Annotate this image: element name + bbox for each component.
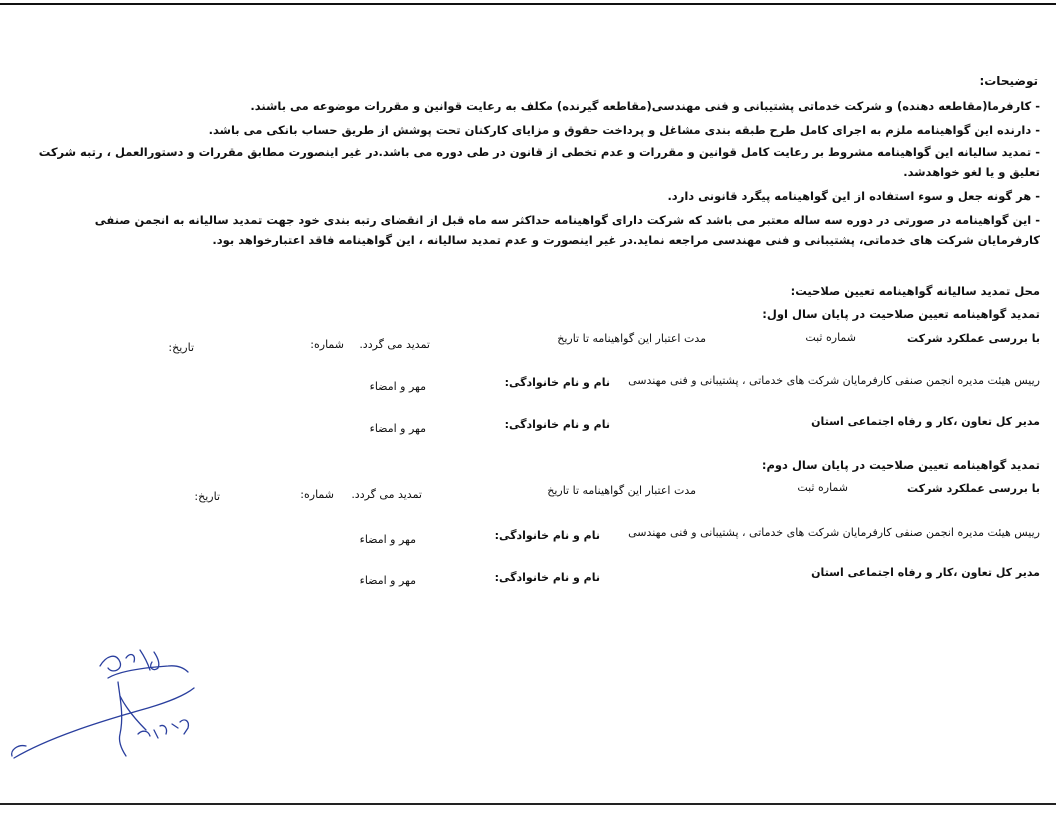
year2-director-seal-label: مهر و امضاء xyxy=(359,574,416,587)
year1-director-label: مدیر کل تعاون ،کار و رفاه اجتماعی استان xyxy=(811,415,1040,428)
year2-board-chair-label: رییس هیئت مدیره انجمن صنفی کارفرمایان شرکت های خدماتی ، پشتیبانی و فنی مهندسی xyxy=(628,526,1040,539)
note-item-5: - این گواهینامه در صورتی در دوره سه ساله معتبر می باشد که شرکت دارای گواهینامه حداکثر سه ماه قبل از انقضای رتبه بندی خود جهت تمدید سالیانه به انجمن صنفی کارفرمایان شرکت های خدماتی، پشتیبانی و فنی مهندسی مراجعه نماید.در غیر اینصورت و عدم تمدید سالیانه ، این گواهینامه فاقد اعتبارخواهد بود. xyxy=(94,213,1040,247)
year1-review-label: با بررسی عملکرد شرکت xyxy=(907,332,1040,345)
year2-validity-label: مدت اعتبار این گواهینامه تا تاریخ xyxy=(547,484,696,497)
handwritten-signature xyxy=(8,638,208,768)
year2-board-seal-label: مهر و امضاء xyxy=(359,533,416,546)
year1-board-chair-label: رییس هیئت مدیره انجمن صنفی کارفرمایان شرکت های خدماتی ، پشتیبانی و فنی مهندسی xyxy=(628,374,1040,387)
notes-title: توضیحات: xyxy=(979,74,1038,88)
year1-title: تمدید گواهینامه تعیین صلاحیت در پایان سال اول: xyxy=(762,307,1040,321)
year2-reg-label: شماره ثبت xyxy=(797,481,848,494)
year1-validity-label: مدت اعتبار این گواهینامه تا تاریخ xyxy=(557,332,706,345)
year2-director-label: مدیر کل تعاون ،کار و رفاه اجتماعی استان xyxy=(811,566,1040,579)
year2-director-name-label: نام و نام خانوادگی: xyxy=(494,571,600,584)
year2-board-name-label: نام و نام خانوادگی: xyxy=(494,529,600,542)
year1-board-seal-label: مهر و امضاء xyxy=(369,380,426,393)
year2-number-label: شماره: xyxy=(300,488,334,501)
note-item-2: - دارنده این گواهینامه ملزم به اجرای کامل طرح طبقه بندی مشاغل و پرداخت حقوق و مزایای کارکنان تحت پوشش از طریق حساب بانکی می باشد. xyxy=(208,123,1040,137)
year2-renew-label: تمدید می گردد. xyxy=(351,488,422,501)
year1-board-name-label: نام و نام خانوادگی: xyxy=(504,376,610,389)
note-item-4: - هر گونه جعل و سوء استفاده از این گواهینامه پیگرد قانونی دارد. xyxy=(667,189,1040,203)
year1-reg-label: شماره ثبت xyxy=(805,331,856,344)
year1-number-label: شماره: xyxy=(310,338,344,351)
note-item-3: - تمدید سالیانه این گواهینامه مشروط بر رعایت کامل قوانین و مقررات و عدم تخطی از قانون در طی دوره می باشد.در غیر اینصورت مطابق مقررات و دستورالعمل ، رتبه شرکت تعلیق و یا لغو خواهدشد. xyxy=(38,145,1040,179)
note-item-1: - کارفرما(مقاطعه دهنده) و شرکت خدماتی پشتیبانی و فنی مهندسی(مقاطعه گیرنده) مکلف به رعایت قوانین و مقررات موضوعه می باشند. xyxy=(250,99,1040,113)
bottom-border-line xyxy=(0,803,1056,805)
top-border-line xyxy=(0,3,1056,5)
year1-date-label: تاریخ: xyxy=(168,341,194,354)
year1-renew-label: تمدید می گردد. xyxy=(359,338,430,351)
renewal-heading: محل تمدید سالیانه گواهینامه تعیین صلاحیت: xyxy=(790,284,1040,298)
year2-date-label: تاریخ: xyxy=(194,490,220,503)
year2-title: تمدید گواهینامه تعیین صلاحیت در پایان سال دوم: xyxy=(761,458,1040,472)
year2-review-label: با بررسی عملکرد شرکت xyxy=(907,482,1040,495)
year1-director-seal-label: مهر و امضاء xyxy=(369,422,426,435)
year1-director-name-label: نام و نام خانوادگی: xyxy=(504,418,610,431)
